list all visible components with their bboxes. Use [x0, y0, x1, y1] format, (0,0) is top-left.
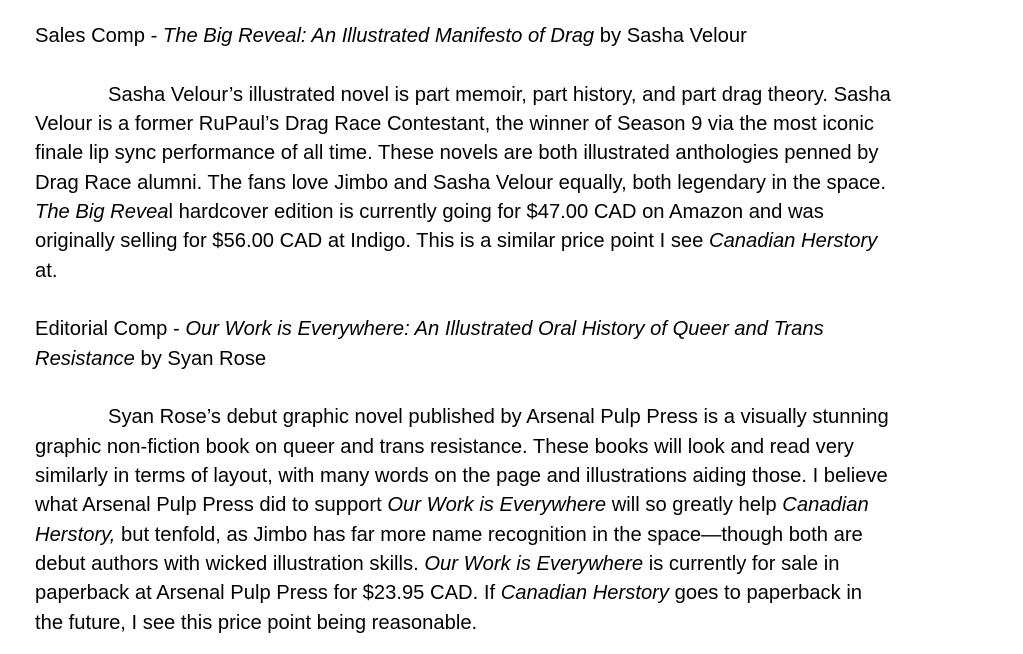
text-line [35, 315, 985, 344]
sales-comp-author: by Sasha Velour [594, 25, 747, 47]
text-line: at. [35, 259, 58, 282]
text-line [35, 579, 985, 608]
text-span: originally selling for $56.00 CAD at Indigo. This is a similar price point I see [35, 230, 709, 253]
text-line: the future, I see this price point being reasonable. [35, 611, 478, 634]
text-span: is currently for sale in [643, 552, 840, 575]
book-title: Canadian [782, 494, 869, 517]
editorial-comp-paragraph [35, 403, 985, 637]
editorial-comp-heading [35, 315, 985, 374]
text-line: Sasha Velour’s illustrated novel is part memoir, part history, and part drag theory. Sasha [108, 83, 891, 106]
text-line [35, 491, 985, 520]
book-title: Canadian Herstory [500, 582, 669, 605]
paragraph-gap [35, 286, 985, 316]
text-span: l hardcover edition is currently going for $47.00 CAD on Amazon and was [168, 200, 824, 223]
text-span: paperback at Arsenal Pulp Press for $23.95 CAD. If [35, 582, 501, 605]
text-line: similarly in terms of layout, with many words on the page and illustrations aiding those. I believe [35, 465, 888, 488]
text-line: graphic non-fiction book on queer and trans resistance. These books will look and read very [35, 435, 854, 458]
text-line: finale lip sync performance of all time. These novels are both illustrated anthologies penned by [35, 142, 879, 165]
paragraph-gap [35, 51, 985, 81]
text-line: Syan Rose’s debut graphic novel published by Arsenal Pulp Press is a visually stunning [108, 406, 889, 429]
book-title: Our Work is Everywhere [424, 552, 644, 575]
book-title: Herstory, [35, 523, 116, 546]
text-line [35, 345, 985, 374]
text-span: what Arsenal Pulp Press did to support [35, 494, 388, 517]
editorial-comp-author: by Syan Rose [134, 347, 267, 370]
text-line [35, 198, 985, 227]
text-line: Velour is a former RuPaul’s Drag Race Contestant, the winner of Season 9 via the most iconic [35, 113, 874, 136]
text-line: Drag Race alumni. The fans love Jimbo and Sasha Velour equally, both legendary in the space. [35, 171, 887, 194]
editorial-comp-title-cont: Resistance [35, 347, 135, 370]
text-span: goes to paperback in [669, 582, 863, 605]
text-line [35, 550, 985, 579]
book-title: The Big Revea [35, 200, 169, 223]
editorial-comp-title: Our Work is Everywhere: An Illustrated Oral History of Queer and Trans [185, 318, 824, 341]
book-title: Canadian Herstory [708, 230, 878, 253]
sales-comp-title: The Big Reveal: An Illustrated Manifesto of Drag [162, 25, 595, 47]
sales-comp-prefix: Sales Comp - [35, 25, 163, 47]
sales-comp-heading [35, 22, 985, 51]
book-title: Our Work is Everywhere [387, 494, 607, 517]
text-line [35, 227, 985, 256]
editorial-comp-prefix: Editorial Comp - [35, 318, 186, 341]
document-body [35, 22, 985, 638]
text-span: will so greatly help [606, 494, 783, 517]
sales-comp-paragraph [35, 81, 985, 286]
paragraph-gap [35, 374, 985, 404]
text-line [35, 521, 985, 550]
text-span: debut authors with wicked illustration skills. [35, 552, 425, 575]
text-span: but tenfold, as Jimbo has far more name recognition in the space—though both are [115, 523, 863, 546]
